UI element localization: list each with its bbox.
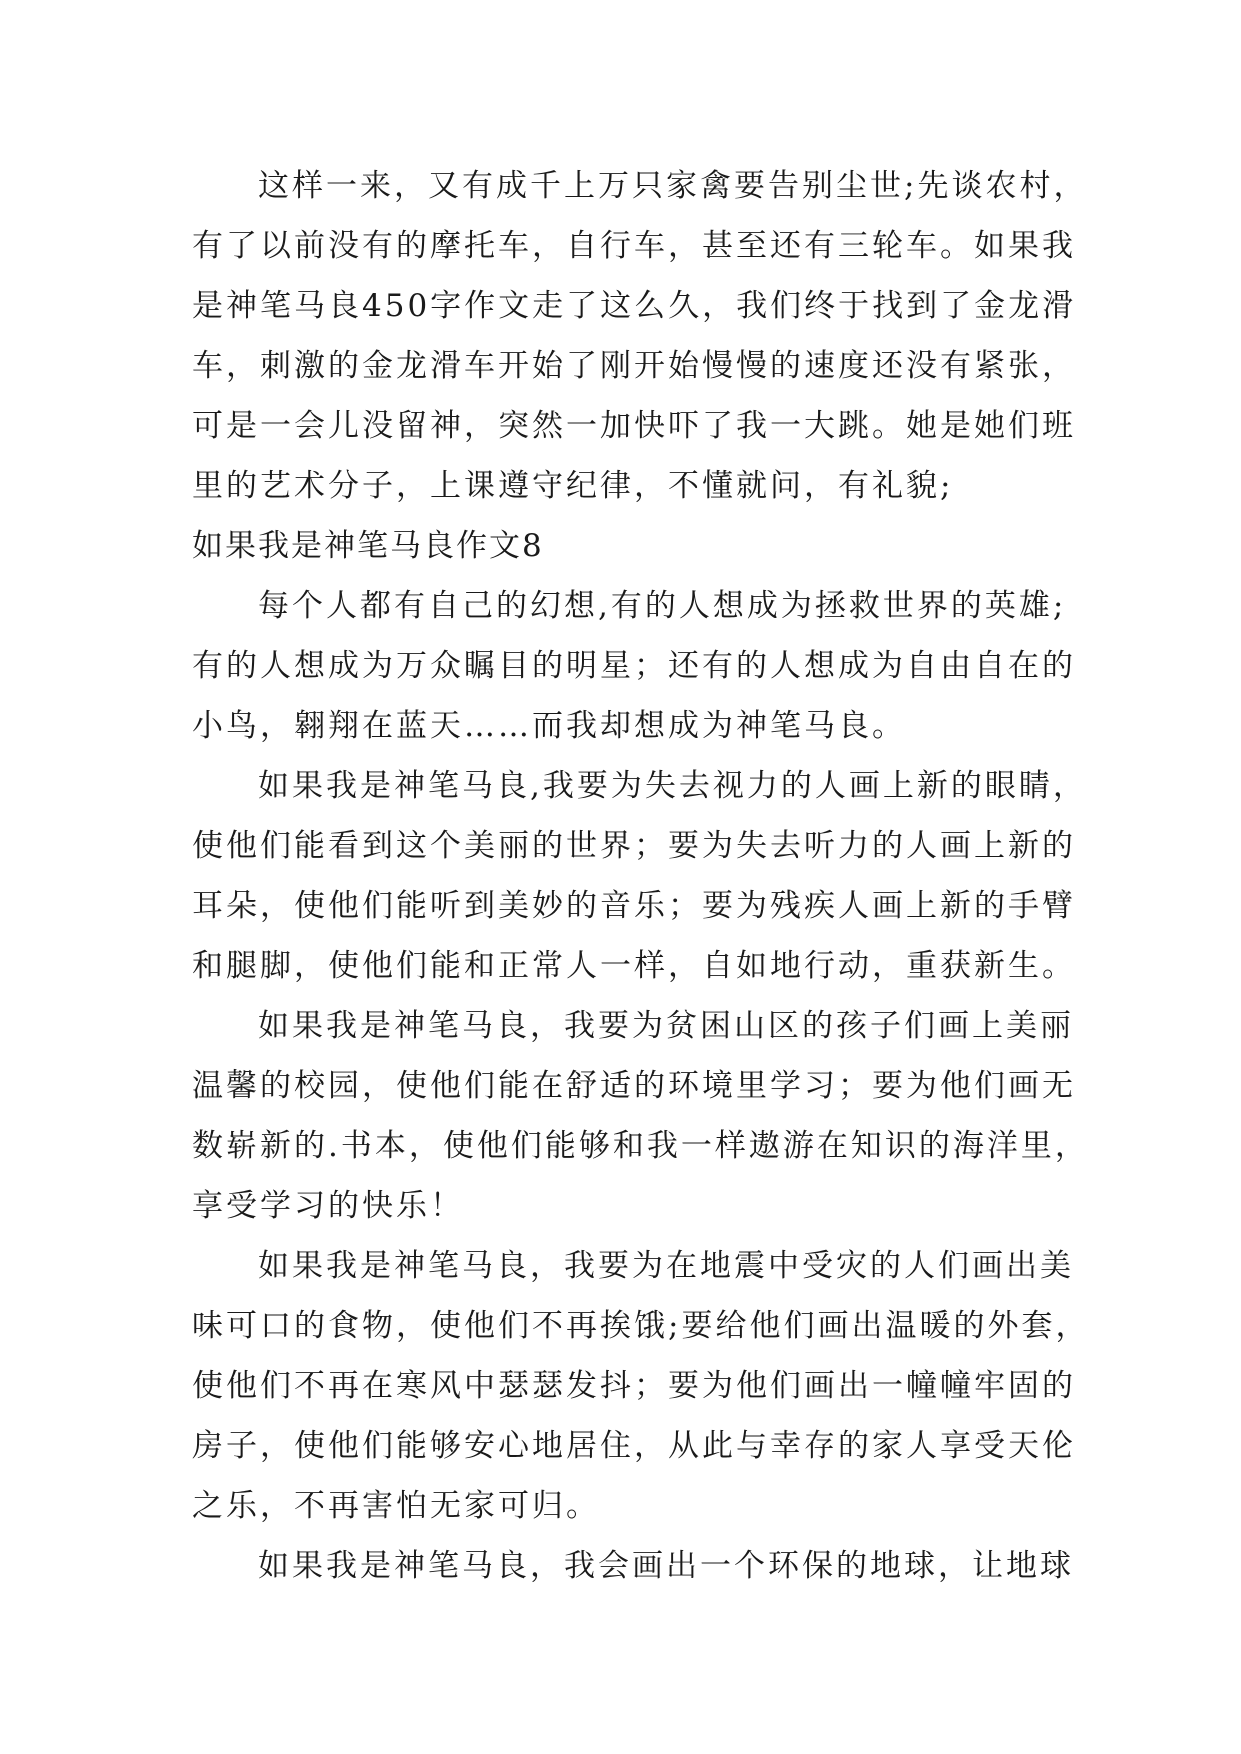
paragraph-line: 车，刺激的金龙滑车开始了刚开始慢慢的速度还没有紧张， — [192, 348, 1076, 384]
paragraph-line: 这样一来，又有成千上万只家禽要告别尘世;先谈农村， — [258, 168, 1088, 204]
section-heading: 如果我是神笔马良作文8 — [192, 528, 544, 564]
paragraph-line: 数崭新的.书本，使他们能够和我一样遨游在知识的海洋里， — [192, 1128, 1089, 1164]
paragraph-line: 和腿脚，使他们能和正常人一样，自如地行动，重获新生。 — [192, 948, 1076, 984]
paragraph-line: 享受学习的快乐！ — [192, 1188, 464, 1224]
paragraph-line: 使他们能看到这个美丽的世界；要为失去听力的人画上新的 — [192, 828, 1076, 864]
paragraph-line: 耳朵，使他们能听到美妙的音乐；要为残疾人画上新的手臂 — [192, 888, 1076, 924]
paragraph-line: 如果我是神笔马良，我会画出一个环保的地球，让地球 — [258, 1548, 1074, 1584]
paragraph-line: 温馨的校园，使他们能在舒适的环境里学习；要为他们画无 — [192, 1068, 1076, 1104]
paragraph-line: 里的艺术分子，上课遵守纪律，不懂就问，有礼貌; — [192, 468, 954, 504]
paragraph-line: 味可口的食物，使他们不再挨饿;要给他们画出温暖的外套， — [192, 1308, 1090, 1344]
article-body — [192, 156, 1090, 1596]
paragraph-line: 之乐，不再害怕无家可归。 — [192, 1488, 600, 1524]
paragraph-line: 如果我是神笔马良，我要为在地震中受灾的人们画出美 — [258, 1248, 1074, 1284]
paragraph-line: 小鸟，翱翔在蓝天……而我却想成为神笔马良。 — [192, 708, 906, 744]
paragraph-line: 如果我是神笔马良,我要为失去视力的人画上新的眼睛， — [258, 768, 1087, 804]
paragraph-line: 如果我是神笔马良，我要为贫困山区的孩子们画上美丽 — [258, 1008, 1074, 1044]
paragraph-line: 使他们不再在寒风中瑟瑟发抖；要为他们画出一幢幢牢固的 — [192, 1368, 1076, 1404]
paragraph-line: 有的人想成为万众瞩目的明星；还有的人想成为自由自在的 — [192, 648, 1076, 684]
paragraph-line: 有了以前没有的摩托车，自行车，甚至还有三轮车。如果我 — [192, 228, 1076, 264]
paragraph-line: 可是一会儿没留神，突然一加快吓了我一大跳。她是她们班 — [192, 408, 1076, 444]
paragraph-line: 房子，使他们能够安心地居住，从此与幸存的家人享受天伦 — [192, 1428, 1076, 1464]
paragraph-line: 是神笔马良450字作文走了这么久，我们终于找到了金龙滑 — [192, 288, 1077, 324]
paragraph-line: 每个人都有自己的幻想,有的人想成为拯救世界的英雄; — [258, 588, 1067, 624]
